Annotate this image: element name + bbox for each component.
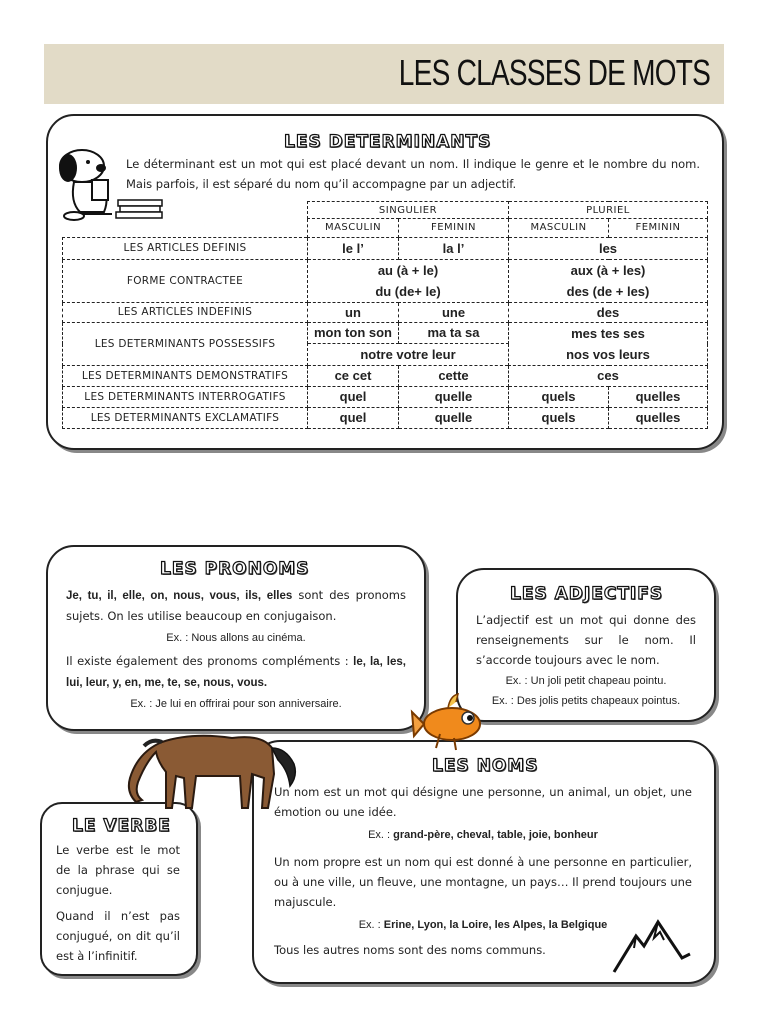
cell-exclamatifs-mp: quels	[509, 407, 609, 428]
cell-forme-contractee-pluriel	[509, 259, 708, 302]
noms-example-1	[274, 826, 692, 844]
verbe-paragraph-1: Le verbe est le mot de la phrase qui se conjugue.	[56, 843, 180, 897]
header-masculin-pluriel: MASCULIN	[509, 219, 609, 238]
table-corner	[63, 202, 308, 219]
noms-paragraph-1: Un nom est un mot qui désigne une personne, un animal, un objet, une émotion ou une idée.	[274, 785, 692, 819]
cell-possessifs-s2: notre votre leur	[308, 344, 509, 366]
row-label-articles-indefinis: LES ARTICLES INDEFINIS	[63, 302, 308, 322]
cell-possessifs-ms: mon ton son	[308, 322, 399, 344]
adjectifs-paragraph: L’adjectif est un mot qui donne des renseignements sur le nom. Il s’accorde toujours avec le nom.	[476, 613, 696, 667]
determinants-intro: Le déterminant est un mot qui est placé devant un nom. Il indique le genre et le nombre du nom. Mais parfois, il est séparé du nom qu’il accompagne par un adjectif.	[126, 157, 700, 191]
cell-demonstratifs-fs: cette	[399, 365, 509, 386]
verbe-box	[40, 802, 198, 976]
cell-exclamatifs-ms: quel	[308, 407, 399, 428]
pronoms-sujets: Je, tu, il, elle, on, nous, vous, ils, elles	[66, 590, 293, 602]
ex-prefix: Ex. :	[368, 829, 394, 841]
cell-exclamatifs-fs: quelle	[399, 407, 509, 428]
cell-interrogatifs-ms: quel	[308, 386, 399, 407]
verbe-paragraph-2: Quand il n’est pas conjugué, on dit qu’il est à l’infinitif.	[56, 909, 180, 963]
adjectifs-title: LES ADJECTIFS	[510, 584, 664, 604]
pronoms-box	[46, 545, 426, 731]
adjectifs-example-2: Ex. : Des jolis petits chapeaux pointus.	[491, 695, 681, 707]
cell-possessifs-fs: ma ta sa	[399, 322, 509, 344]
pronoms-paragraph-1	[66, 585, 406, 626]
row-label-forme-contractee: FORME CONTRACTEE	[63, 259, 308, 302]
header-singulier: SINGULIER	[308, 202, 509, 219]
pronoms-example-2: Ex. : Je lui en offrirai pour son anniversaire.	[130, 698, 342, 710]
pronoms-title: LES PRONOMS	[160, 559, 310, 579]
cell-articles-indefinis-ms: un	[308, 302, 399, 322]
cell-interrogatifs-fs: quelle	[399, 386, 509, 407]
table-corner-2	[63, 219, 308, 238]
determinants-table	[62, 201, 708, 429]
horse-icon	[122, 712, 302, 812]
cell-text: aux (à + les)	[570, 262, 646, 278]
determinants-title: LES DETERMINANTS	[284, 132, 492, 152]
cell-articles-definis-pl: les	[509, 237, 708, 259]
cell-text: au (à + le)	[377, 262, 439, 278]
pronoms-complements: le, la, les, lui, leur, y, en, me, te, se, nous, vous.	[66, 656, 406, 689]
cell-demonstratifs-pl: ces	[509, 365, 708, 386]
ex-prefix: Ex. :	[358, 919, 384, 931]
row-label-demonstratifs: LES DETERMINANTS DEMONSTRATIFS	[63, 365, 308, 386]
mountain-icon	[612, 918, 692, 974]
verbe-title: LE VERBE	[72, 816, 171, 836]
cell-text: nos vos leurs	[566, 346, 650, 362]
noms-title: LES NOMS	[432, 756, 539, 776]
cell-articles-definis-ms: le l’	[308, 237, 399, 259]
cell-interrogatifs-fp: quelles	[609, 386, 708, 407]
row-label-articles-definis: LES ARTICLES DEFINIS	[63, 237, 308, 259]
pronoms-example-1: Ex. : Nous allons au cinéma.	[166, 632, 306, 644]
page-header	[44, 44, 724, 104]
noms-example-words: grand-père, cheval, table, joie, bonheur	[393, 829, 598, 841]
row-label-interrogatifs: LES DETERMINANTS INTERROGATIFS	[63, 386, 308, 407]
cartoon-fish-icon	[410, 690, 494, 752]
row-label-possessifs: LES DETERMINANTS POSSESSIFS	[63, 322, 308, 365]
pronoms-p1-text: sont des pronoms sujets. On les utilise beaucoup en conjugaison.	[66, 588, 406, 623]
noms-proper-words: Erine, Lyon, la Loire, les Alpes, la Belgique	[383, 919, 608, 931]
cell-demonstratifs-ms: ce cet	[308, 365, 399, 386]
header-masculin-singulier: MASCULIN	[308, 219, 399, 238]
cell-interrogatifs-mp: quels	[509, 386, 609, 407]
cell-articles-indefinis-pl: des	[509, 302, 708, 322]
page-title: LES CLASSES DE MOTS	[398, 52, 710, 93]
cell-forme-contractee-singulier	[308, 259, 509, 302]
adjectifs-box	[456, 568, 716, 722]
cell-text: des (de + les)	[566, 283, 650, 299]
cell-articles-indefinis-fs: une	[399, 302, 509, 322]
noms-paragraph-3: Tous les autres noms sont des noms communs.	[274, 943, 546, 957]
adjectifs-example-1: Ex. : Un joli petit chapeau pointu.	[505, 675, 667, 687]
noms-paragraph-2: Un nom propre est un nom qui est donné à une personne en particulier, ou à une ville, un fleuve, une montagne, un pays… Il prend toujours une majuscule.	[274, 855, 692, 909]
cell-text: du (de+ le)	[375, 283, 441, 299]
header-feminin-singulier: FEMININ	[399, 219, 509, 238]
cell-exclamatifs-fp: quelles	[609, 407, 708, 428]
header-feminin-pluriel: FEMININ	[609, 219, 708, 238]
cell-text: mes tes ses	[571, 325, 645, 341]
header-pluriel: PLURIEL	[509, 202, 708, 219]
cell-articles-definis-fs: la l’	[399, 237, 509, 259]
pronoms-p2-text: Il existe également des pronoms compléments :	[66, 654, 354, 668]
row-label-exclamatifs: LES DETERMINANTS EXCLAMATIFS	[63, 407, 308, 428]
pronoms-paragraph-2	[66, 651, 406, 693]
cell-possessifs-pluriel	[509, 322, 708, 365]
